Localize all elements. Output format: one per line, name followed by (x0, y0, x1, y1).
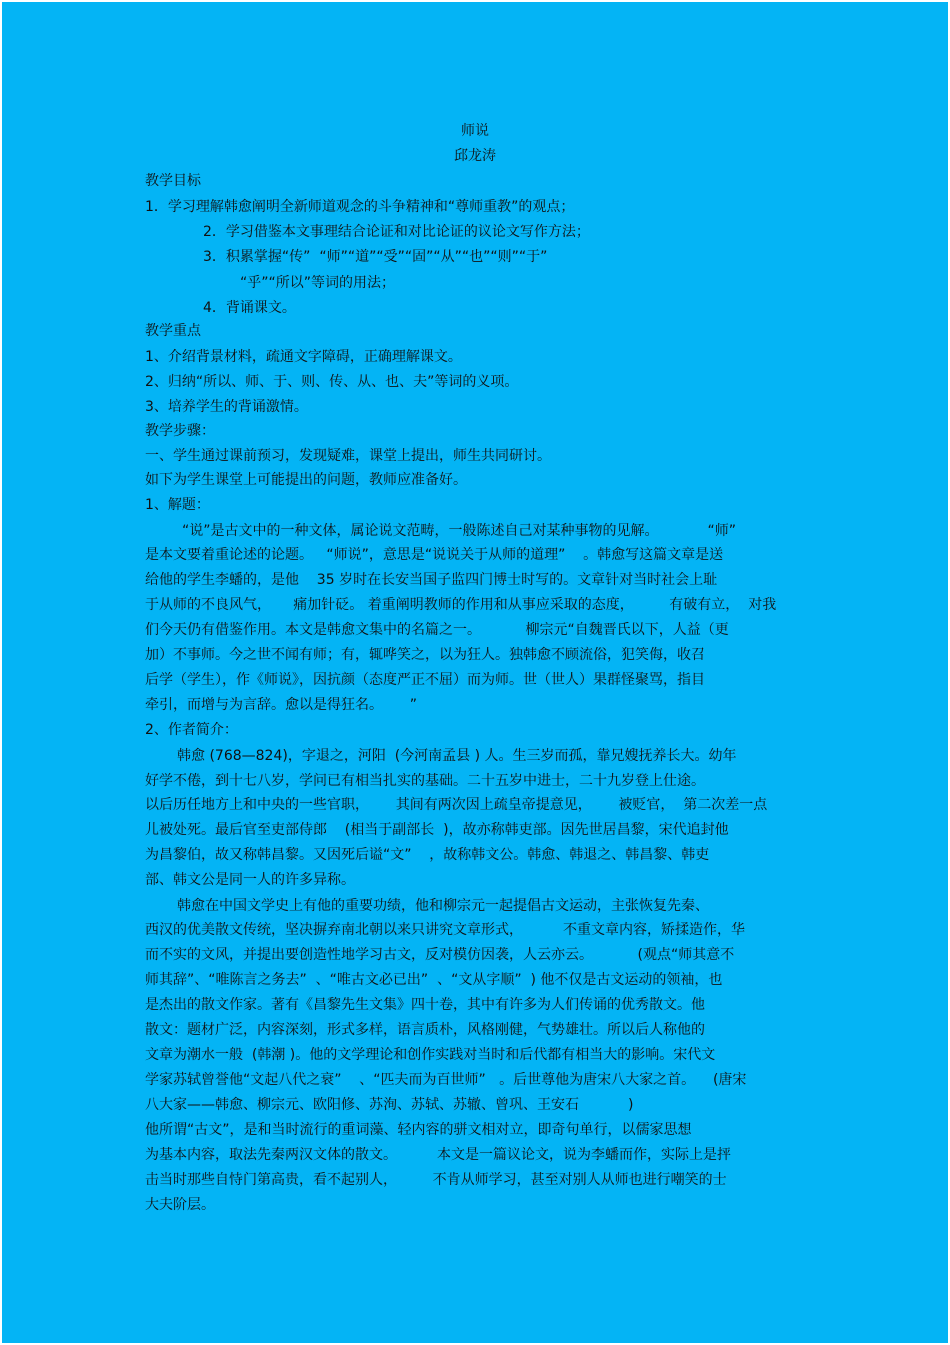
body-line: 学家苏轼曾誉他“文起八代之衰” 、“匹夫而为百世师” 。后世尊他为唐宋八大家之首。 (唐宋 (145, 1072, 747, 1088)
body-line: 文章为潮水一般 (韩潮 )。他的文学理论和创作实践对当时和后代都有相当大的影响。宋代文 (145, 1047, 716, 1063)
body-line: 西汉的优美散文传统，坚决摒弃南北朝以来只讲究文章形式， 不重文章内容，矫揉造作，华 (145, 922, 746, 938)
key-point-item: 2、归纳“所以、师、于、则、传、从、也、夫”等词的义项。 (145, 374, 519, 390)
body-line: 大夫阶层。 (145, 1197, 215, 1213)
objective-item: 2．学习借鉴本文事理结合论证和对比论证的议论文写作方法； (203, 224, 590, 240)
document-author: 邱龙涛 (454, 148, 496, 164)
body-line: 韩愈 (768—824)，字退之，河阳 (今河南孟县 ) 人。生三岁而孤，靠兄嫂抚养长大。幼年 (177, 748, 737, 764)
body-line: 于从师的不良风气， 痛加针砭。 着重阐明教师的作用和从事应采取的态度， 有破有立， 对我 (145, 597, 777, 613)
subheading-title-explanation: 1、解题： (145, 497, 210, 513)
body-line: 韩愈在中国文学史上有他的重要功绩，他和柳宗元一起提倡古文运动，主张恢复先秦、 (177, 898, 709, 914)
body-line: 是本文要着重论述的论题。 “师说”，意思是“说说关于从师的道理” 。韩愈写这篇文章是送 (145, 547, 724, 563)
step-paragraph: 一、学生通过课前预习，发现疑难，课堂上提出，师生共同研讨。 (145, 448, 551, 464)
body-line: 为昌黎伯，故又称韩昌黎。又因死后谥“文” ，故称韩文公。韩愈、韩退之、韩昌黎、韩吏 (145, 847, 710, 863)
body-line: 后学（学生），作《师说》，因抗颜（态度严正不屈）而为师。世（世人）果群怪聚骂，指目 (145, 672, 705, 688)
subheading-author-intro: 2、作者简介： (145, 722, 238, 738)
body-line: 儿被处死。最后官至吏部侍郎 (相当于副部长 )，故亦称韩吏部。因先世居昌黎，宋代追封他 (145, 822, 729, 838)
body-line: 是杰出的散文作家。著有《昌黎先生文集》四十卷，其中有许多为人们传诵的优秀散文。他 (145, 997, 705, 1013)
body-line: 他所谓“古文”，是和当时流行的重词藻、轻内容的骈文相对立，即奇句单行，以儒家思想 (145, 1122, 692, 1138)
body-line: “说”是古文中的一种文体，属论说文范畴，一般陈述自己对某种事物的见解。 “师” (182, 523, 736, 539)
objective-item: 1．学习理解韩愈阐明全新师道观念的斗争精神和“尊师重教”的观点； (145, 199, 575, 215)
document-title: 师说 (461, 123, 489, 139)
objective-item-continued: “乎”“所以”等词的用法； (240, 275, 396, 291)
body-line: 以后历任地方上和中央的一些官职， 其间有两次因上疏皇帝提意见， 被贬官， 第二次差一点 (145, 797, 768, 813)
body-line: 八大家——韩愈、柳宗元、欧阳修、苏洵、苏轼、苏辙、曾巩、王安石 ) (145, 1097, 634, 1113)
body-line: 加）不事师。今之世不闻有师；有，辄哗笑之，以为狂人。独韩愈不顾流俗，犯笑侮，收召 (145, 647, 705, 663)
key-point-item: 3、培养学生的背诵激情。 (145, 399, 308, 415)
body-line: 击当时那些自恃门第高贵，看不起别人， 不肯从师学习，甚至对别人从师也进行嘲笑的士 (145, 1172, 727, 1188)
section-heading-key-points: 教学重点 (145, 323, 201, 339)
objective-item: 3．积累掌握“传” “师”“道”“受”“固”“从”“也”“则”“于” (203, 249, 548, 265)
body-line: 牵引，而增与为言辞。愈以是得狂名。 ” (145, 697, 417, 713)
body-line: 师其辞”、“唯陈言之务去” 、“唯古文必已出” 、“文从字顺” ) 他不仅是古文运动的领袖，也 (145, 972, 723, 988)
objective-item: 4．背诵课文。 (203, 300, 296, 316)
section-heading-objectives: 教学目标 (145, 173, 201, 189)
body-line: 而不实的文风，并提出要创造性地学习古文，反对模仿因袭，人云亦云。 (观点“师其意不 (145, 947, 735, 963)
body-line: 为基本内容，取法先秦两汉文体的散文。 本文是一篇议论文，说为李蟠而作，实际上是抨 (145, 1147, 732, 1163)
step-paragraph: 如下为学生课堂上可能提出的问题，教师应准备好。 (145, 472, 467, 488)
body-line: 们今天仍有借鉴作用。本文是韩愈文集中的名篇之一。 柳宗元“自魏晋氏以下，人益（更 (145, 622, 729, 638)
body-line: 散文：题材广泛，内容深刻，形式多样，语言质朴，风格刚健，气势雄壮。所以后人称他的 (145, 1022, 705, 1038)
body-line: 好学不倦，到十七八岁，学问已有相当扎实的基础。二十五岁中进士，二十九岁登上仕途。 (145, 773, 705, 789)
body-line: 给他的学生李蟠的，是他 35 岁时在长安当国子监四门博士时写的。文章针对当时社会上耻 (145, 572, 718, 588)
body-line: 部、韩文公是同一人的许多异称。 (145, 872, 355, 888)
document-page (2, 2, 948, 1343)
key-point-item: 1、介绍背景材料，疏通文字障碍，正确理解课文。 (145, 349, 462, 365)
section-heading-steps: 教学步骤： (145, 423, 215, 439)
